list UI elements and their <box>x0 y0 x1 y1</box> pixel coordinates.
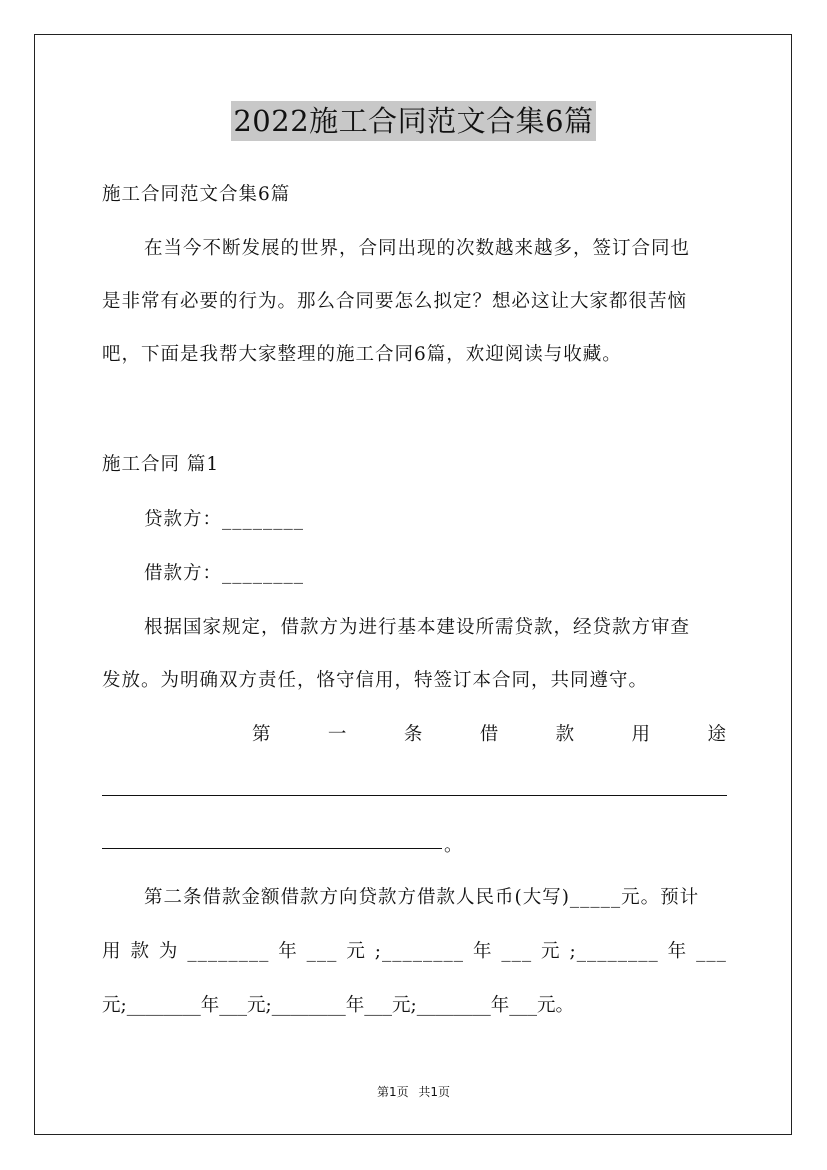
article-1-char: 途 <box>707 724 727 745</box>
article-1-char: 第 <box>252 724 272 745</box>
article-1-char: 条 <box>403 724 424 745</box>
page-footer <box>0 1084 827 1100</box>
article-2-token: 年 <box>667 941 688 962</box>
article-2-token: 年 <box>278 941 298 962</box>
article-1-char: 款 <box>555 724 576 745</box>
article-1-char: 借 <box>479 724 500 745</box>
intro-line-1: 在当今不断发展的世界，合同出现的次数越来越多，签订合同也 <box>144 238 691 259</box>
borrower-field: 借款方：________ <box>144 563 305 584</box>
article-2-token: 用 <box>102 941 122 962</box>
basis-line-2: 发放。为明确双方责任，恪守信用，特签订本合同，共同遵守。 <box>102 670 649 691</box>
article-2-token: ________ <box>187 941 270 962</box>
page-number: 第1页 <box>376 1085 409 1099</box>
article-1-end-mark: 。 <box>444 835 464 856</box>
intro-line-3: 吧，下面是我帮大家整理的施工合同6篇，欢迎阅读与收藏。 <box>102 344 622 365</box>
article-2-token: 元 <box>541 941 561 962</box>
title-container <box>0 101 827 141</box>
article-2-line-1: 第二条借款金额借款方向贷款方借款人民币(大写)_____元。预计 <box>144 887 700 908</box>
article-2-line-3: 元;________年___元;________年___元;________年___元。 <box>102 995 574 1016</box>
article-1-char: 用 <box>631 724 652 745</box>
intro-line-2: 是非常有必要的行为。那么合同要怎么拟定？想必这让大家都很苦恼 <box>102 291 688 312</box>
document-subtitle: 施工合同范文合集6篇 <box>102 184 291 205</box>
page-total: 共1页 <box>418 1085 451 1099</box>
article-2-line-2 <box>102 939 727 965</box>
article-2-token: 元 <box>346 941 366 962</box>
article-1-blank-line-2 <box>102 848 442 849</box>
article-2-token: ;________ <box>374 941 465 962</box>
article-2-token: ___ <box>306 941 338 962</box>
article-1-blank-line-1 <box>102 795 727 796</box>
lender-field: 贷款方：________ <box>144 509 305 530</box>
article-2-token: ___ <box>501 941 533 962</box>
article-2-token: 年 <box>472 941 493 962</box>
article-2-token: 款 <box>130 941 150 962</box>
article-2-token: ;________ <box>569 941 659 962</box>
article-1-heading <box>252 722 727 748</box>
basis-line-1: 根据国家规定，借款方为进行基本建设所需贷款，经贷款方审查 <box>144 617 691 638</box>
section-heading: 施工合同 篇1 <box>102 454 220 475</box>
article-2-token: ___ <box>696 941 727 962</box>
article-1-char: 一 <box>327 724 348 745</box>
document-title: 2022施工合同范文合集6篇 <box>231 101 595 141</box>
article-2-token: 为 <box>158 941 179 962</box>
